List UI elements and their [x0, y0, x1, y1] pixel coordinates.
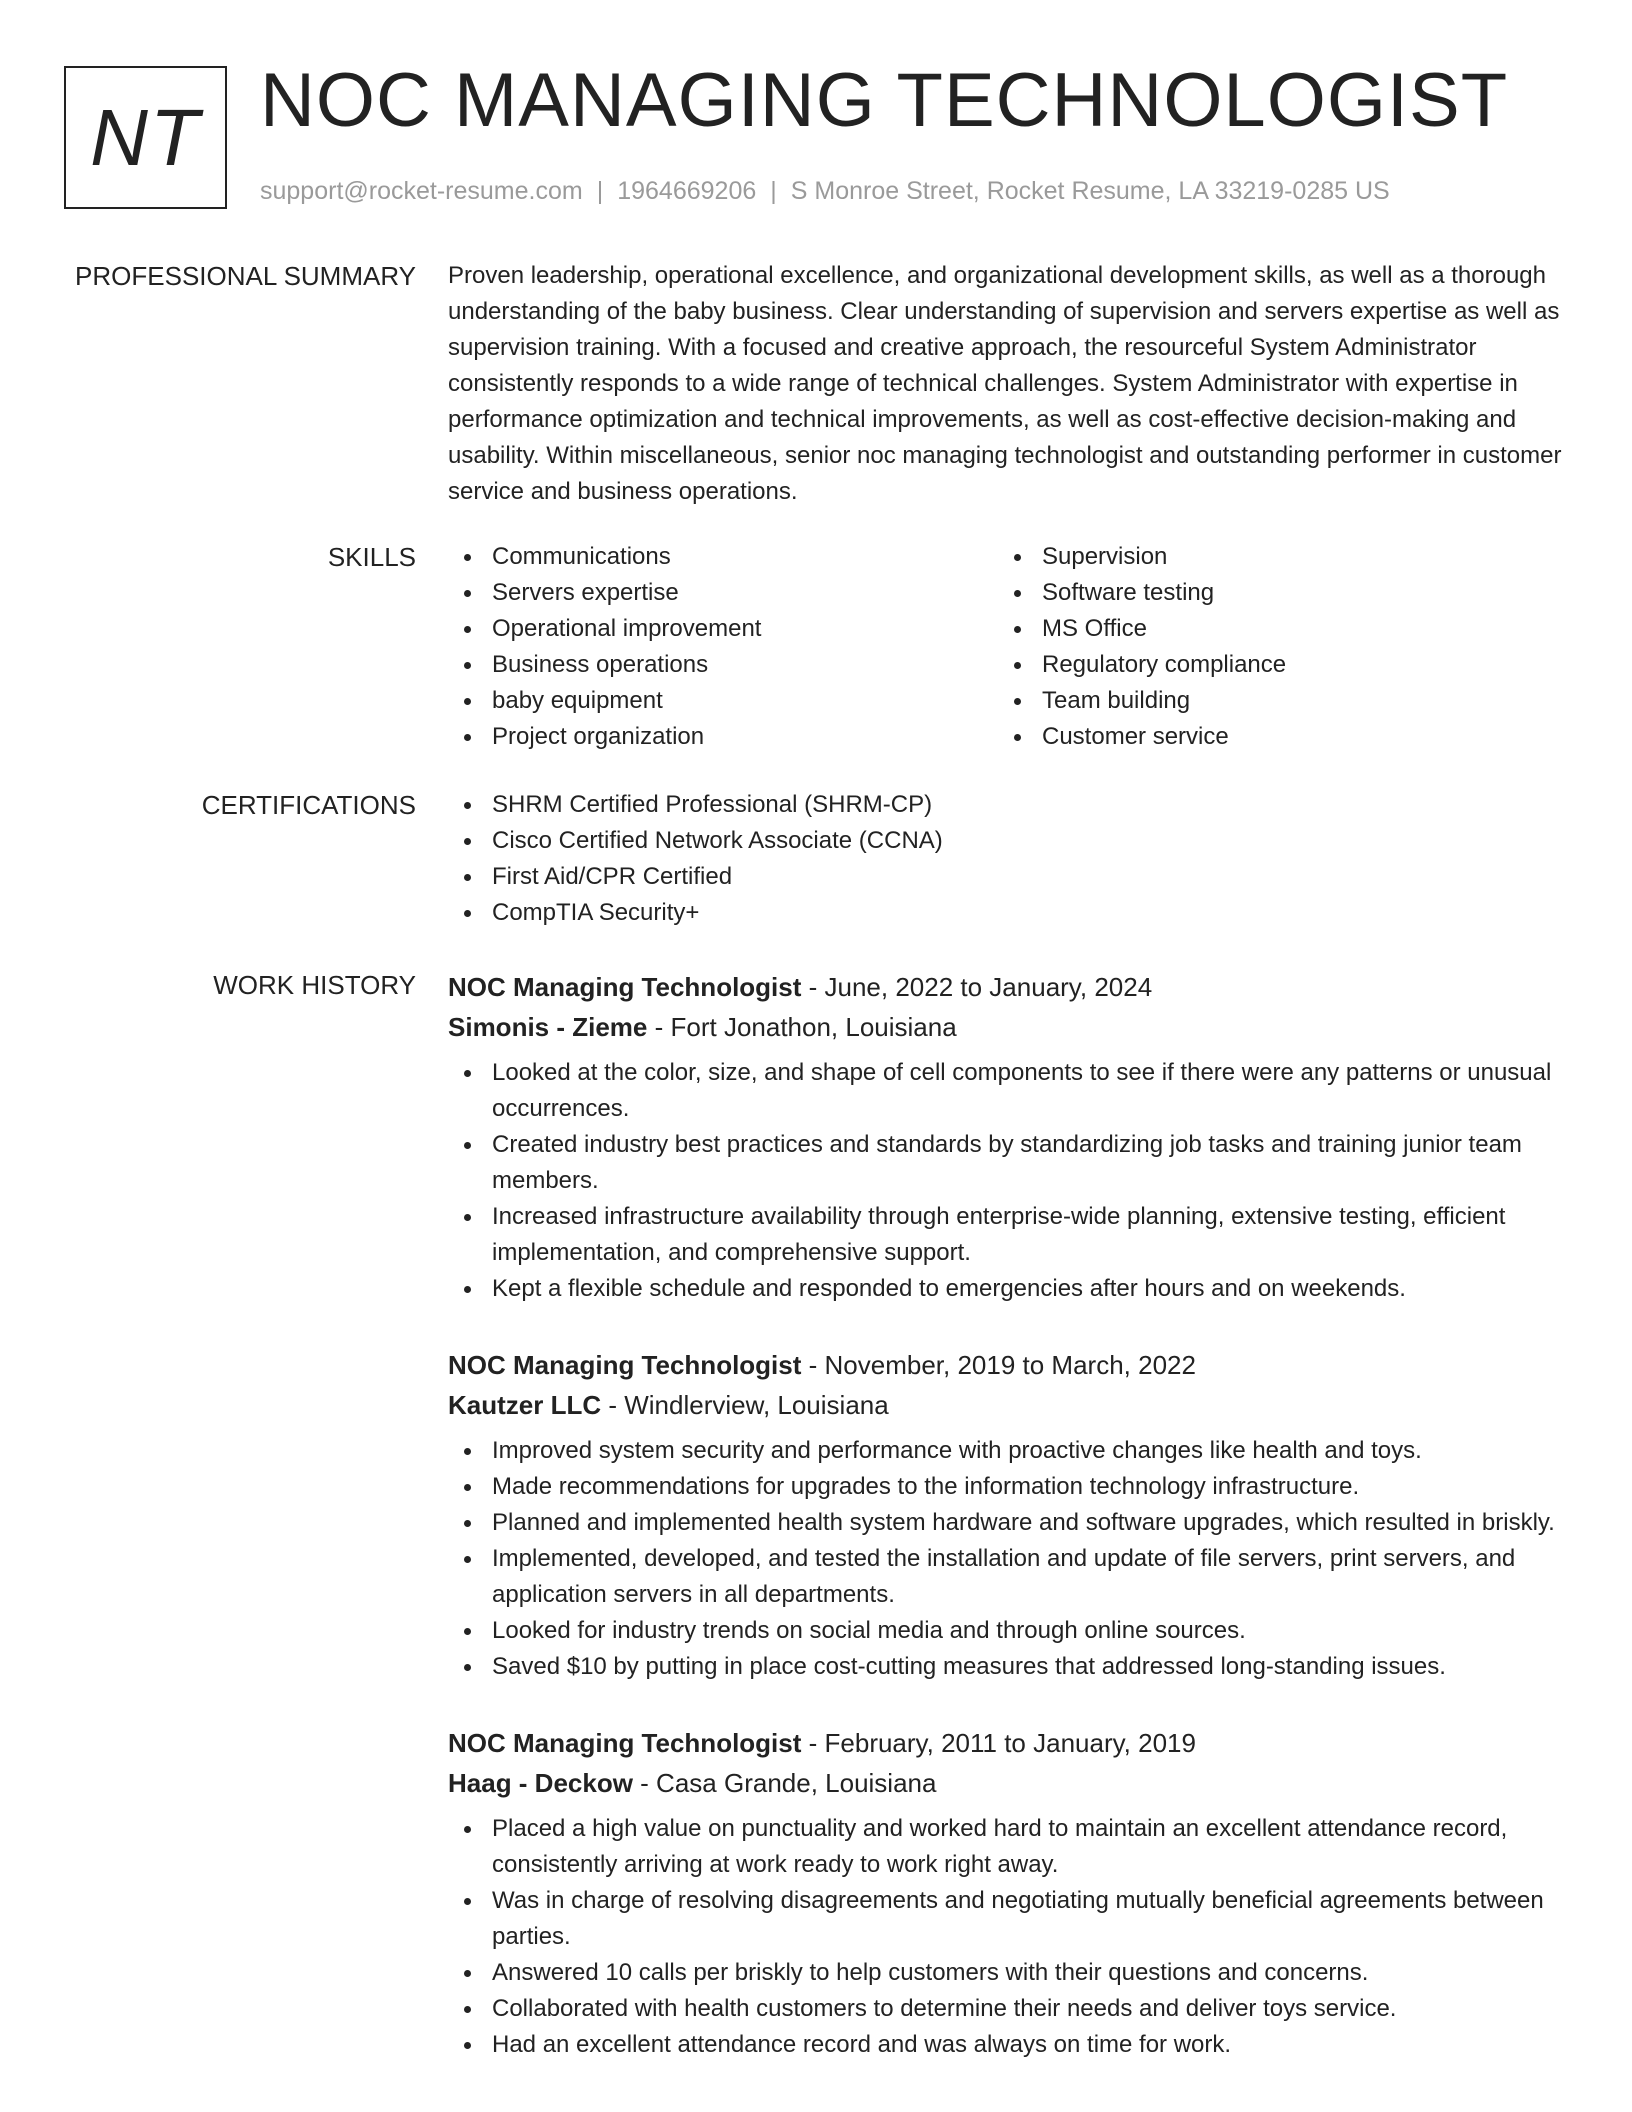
job-entry: [448, 967, 1572, 1307]
certification-item: CompTIA Security+: [448, 895, 1572, 931]
job-title: NOC Managing Technologist: [448, 1728, 802, 1758]
job-title-line: [448, 1723, 1572, 1763]
job-bullet: Implemented, developed, and tested the installation and update of file servers, print servers, and application servers in all departments.: [448, 1541, 1572, 1613]
job-bullet: Answered 10 calls per briskly to help customers with their questions and concerns.: [448, 1955, 1572, 1991]
job-company-line: [448, 1763, 1572, 1803]
skill-item: Regulatory compliance: [998, 647, 1548, 683]
skill-item: baby equipment: [448, 683, 998, 719]
skills-body: [448, 539, 1572, 755]
page-title: NOC MANAGING TECHNOLOGIST: [260, 58, 1509, 143]
job-dates: - June, 2022 to January, 2024: [801, 972, 1153, 1002]
job-bullet: Increased infrastructure availability through enterprise-wide planning, extensive testing, efficient implementation, and comprehensive support.: [448, 1199, 1572, 1271]
section-label-work-history: WORK HISTORY: [213, 970, 416, 1000]
job-bullet: Kept a flexible schedule and responded to emergencies after hours and on weekends.: [448, 1271, 1572, 1307]
job-bullet: Collaborated with health customers to determine their needs and deliver toys service.: [448, 1991, 1572, 2027]
contact-address: S Monroe Street, Rocket Resume, LA 33219-0285 US: [790, 177, 1390, 205]
contact-phone: 1964669206: [617, 177, 757, 205]
contact-email: support@rocket-resume.com: [260, 177, 583, 205]
job-bullet: Looked for industry trends on social media and through online sources.: [448, 1613, 1572, 1649]
job-bullet: Looked at the color, size, and shape of cell components to see if there were any patterns or unusual occurrences.: [448, 1055, 1572, 1127]
job-dates: - November, 2019 to March, 2022: [801, 1350, 1196, 1380]
job-bullet: Improved system security and performance with proactive changes like health and toys.: [448, 1433, 1572, 1469]
job-company: Simonis - Zieme: [448, 1012, 648, 1042]
job-bullets: [448, 1433, 1572, 1685]
skill-item: Business operations: [448, 647, 998, 683]
skill-item: Customer service: [998, 719, 1548, 755]
job-title: NOC Managing Technologist: [448, 972, 802, 1002]
contact-separator: |: [596, 177, 604, 205]
section-label-summary: PROFESSIONAL SUMMARY: [75, 261, 416, 291]
skill-item: Software testing: [998, 575, 1548, 611]
job-title: NOC Managing Technologist: [448, 1350, 802, 1380]
certification-item: Cisco Certified Network Associate (CCNA): [448, 823, 1572, 859]
section-label-certifications: CERTIFICATIONS: [201, 790, 416, 820]
job-bullets: [448, 1055, 1572, 1307]
skill-item: Team building: [998, 683, 1548, 719]
certification-item: SHRM Certified Professional (SHRM-CP): [448, 787, 1572, 823]
summary-body: [448, 258, 1572, 510]
skill-item: Servers expertise: [448, 575, 998, 611]
job-bullet: Made recommendations for upgrades to the information technology infrastructure.: [448, 1469, 1572, 1505]
job-bullet: Placed a high value on punctuality and worked hard to maintain an excellent attendance record, consistently arriving at work ready to work right away.: [448, 1811, 1572, 1883]
contact-line: [260, 174, 1390, 208]
job-bullet: Planned and implemented health system hardware and software upgrades, which resulted in briskly.: [448, 1505, 1572, 1541]
work-history-body: [448, 967, 1572, 2063]
job-company: Haag - Deckow: [448, 1768, 633, 1798]
job-entry: [448, 1345, 1572, 1685]
certifications-body: [448, 787, 1572, 931]
job-company-line: [448, 1385, 1572, 1425]
certification-item: First Aid/CPR Certified: [448, 859, 1572, 895]
job-location: - Windlerview, Louisiana: [601, 1390, 889, 1420]
monogram-badge: NT: [64, 66, 227, 209]
job-bullet: Created industry best practices and standards by standardizing job tasks and training junior team members.: [448, 1127, 1572, 1199]
job-location: - Casa Grande, Louisiana: [632, 1768, 937, 1798]
certifications-list: [448, 787, 1572, 931]
job-entry: [448, 1723, 1572, 2063]
job-title-line: [448, 967, 1572, 1007]
job-bullet: Saved $10 by putting in place cost-cutting measures that addressed long-standing issues.: [448, 1649, 1572, 1685]
job-dates: - February, 2011 to January, 2019: [801, 1728, 1196, 1758]
skill-item: Communications: [448, 539, 998, 575]
job-bullets: [448, 1811, 1572, 2063]
job-company: Kautzer LLC: [448, 1390, 602, 1420]
skills-list-right: [998, 539, 1548, 755]
section-label-skills: SKILLS: [327, 542, 416, 572]
skill-item: Project organization: [448, 719, 998, 755]
skill-item: MS Office: [998, 611, 1548, 647]
summary-text: Proven leadership, operational excellence, and organizational development skills, as well as a thorough understanding of the baby business. Clear understanding of supervision and servers expertise as well as supervision training. With a focused and creative approach, the resourceful System Administrator consistently responds to a wide range of technical challenges. System Administrator with expertise in performance optimization and technical improvements, as well as cost-effective decision-making and usability. Within miscellaneous, senior noc managing technologist and outstanding performer in customer service and business operations.: [448, 262, 1562, 505]
job-company-line: [448, 1007, 1572, 1047]
skill-item: Operational improvement: [448, 611, 998, 647]
skills-list-left: [448, 539, 998, 755]
job-location: - Fort Jonathon, Louisiana: [647, 1012, 957, 1042]
job-title-line: [448, 1345, 1572, 1385]
skill-item: Supervision: [998, 539, 1548, 575]
job-bullet: Had an excellent attendance record and was always on time for work.: [448, 2027, 1572, 2063]
contact-separator: |: [770, 177, 777, 205]
job-bullet: Was in charge of resolving disagreements and negotiating mutually beneficial agreements between parties.: [448, 1883, 1572, 1955]
